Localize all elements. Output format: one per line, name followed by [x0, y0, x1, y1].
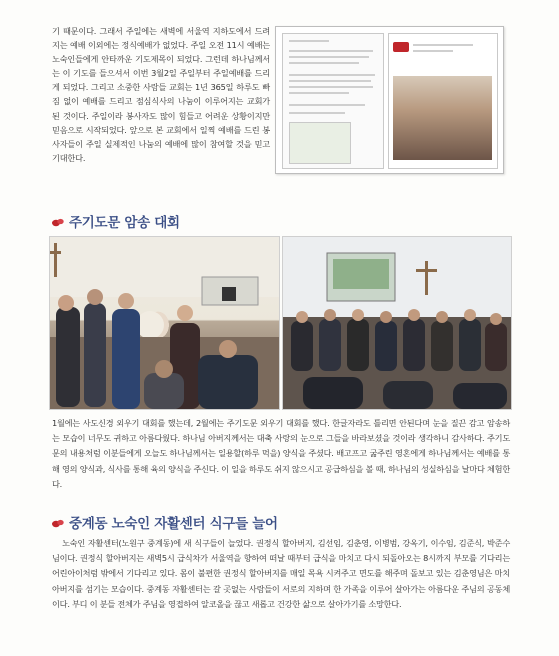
- section1-paragraph: 1월에는 사도신경 외우기 대회를 했는데, 2월에는 주기도문 외우기 대회를 했다. 한글자라도 틀리면 안된다며 눈을 질끈 감고 암송하는 모습이 너무도 귀하고 아름다웠다. 하나님 아버지께서는 대축 사랑의 눈으로 그들을 바라보셨을 것이라 생각하니 감사하다. 주기도문의 내용처럼 이분들에게 오늘도 하나님께서는 일용할(하루 먹을) 양식을 주셨다. 배고프고 굶주린 영혼에게 하나님께서는 예배를 통해 영의 양식과, 식사를 통해 육의 양식을 주신다. 이 일을 하루도 쉬지 않으시고 공급하심을 볼 때, 하나님의 성실하심을 날마다 체험한다.: [52, 418, 510, 489]
- flyer-logo-icon: [393, 42, 409, 52]
- flyer-text-line: [289, 80, 371, 82]
- intro-paragraph: 기 때문이다. 그래서 주일에는 새벽에 서울역 지하도에서 드려지는 예배 이외에는 정식예배가 없었다. 주일 오전 11시 예배는 노숙인들에게 안타까운 기도제목이 되었다. 그런데 하나님께서는 이 기도를 들으셔서 이번 3월2일 주일부터 주일예배를 드리게 되었다. 그리고 소중한 사람들 교회는 1년 365일 하루도 빠짐 없이 예배를 드리고 점심식사의 나눔이 이루어지는 교회가 된 것이다. 주일이라 봉사자도 많이 힘들고 어려운 상황이지만 믿음으로 시작되었다. 앞으로 본 교회에서 일찍 예배를 드린 봉사자들이 주일 실제적인 나눔의 예배에 많이 참여할 것을 믿고 기대한다.: [52, 26, 270, 163]
- flyer-map-image: [289, 122, 351, 164]
- section-heading-prayer-contest: [52, 211, 180, 231]
- section-heading-shelter-center: [52, 512, 278, 532]
- section2-paragraph: 노숙인 자활센터(노원구 중계동)에 새 식구들이 늘었다. 권정식 할아버지, 김선임, 김춘영, 이병범, 강옥기, 이수임, 김준식, 박준수님이다. 권정식 할아버지는 새벽5시 급식차가 서울역을 향하여 떠날 때부터 급식을 마치고 다시 되돌아오는 8시까지 부모를 기다리는 어린아이처럼 밖에서 기다리고 있다. 몸이 불편한 권정식 할아버지를 매일 목욕 시켜주고 면도를 해주며 돌보고 있는 김춘영님은 마치 아버지를 섬기는 모습이다. 중계동 자활센터는 갈 곳없는 사람들이 서로의 지하며 한 가족을 이루어 살아가는 아름다운 주님의 공동체이다. 부디 이 분들 전체가 주님을 영접하여 알코올을 끊고 새롭고 건강한 삶으로 살아가기를 소망한다.: [52, 538, 510, 609]
- section-title: 주기도문 암송 대회: [69, 215, 180, 231]
- flyer-title-line: [413, 44, 473, 46]
- flyer-text-line: [289, 92, 349, 94]
- flyer-title-line: [413, 50, 453, 52]
- red-petal-bullet-icon: [52, 218, 64, 227]
- flyer-text-line: [289, 104, 365, 106]
- flyer-text-line: [289, 74, 375, 76]
- photo-scene-left: [50, 237, 279, 409]
- red-petal-bullet-icon: [52, 519, 64, 528]
- flyer-text-panel: [282, 33, 384, 169]
- section-title: 중계동 노숙인 자활센터 식구들 늘어: [69, 516, 278, 532]
- photo-worship-hall: [282, 236, 512, 410]
- photo-scene-right: [283, 237, 511, 409]
- flyer-text-line: [289, 62, 359, 64]
- flyer-text-line: [289, 40, 329, 42]
- flyer-photo: [393, 76, 492, 160]
- flyer-photo-panel: [388, 33, 498, 169]
- event-flyer-image: [275, 26, 504, 174]
- photo-prayer-recitation: [49, 236, 280, 410]
- flyer-text-line: [289, 86, 373, 88]
- flyer-text-line: [289, 112, 345, 114]
- flyer-text-line: [289, 50, 373, 52]
- flyer-text-line: [289, 56, 369, 58]
